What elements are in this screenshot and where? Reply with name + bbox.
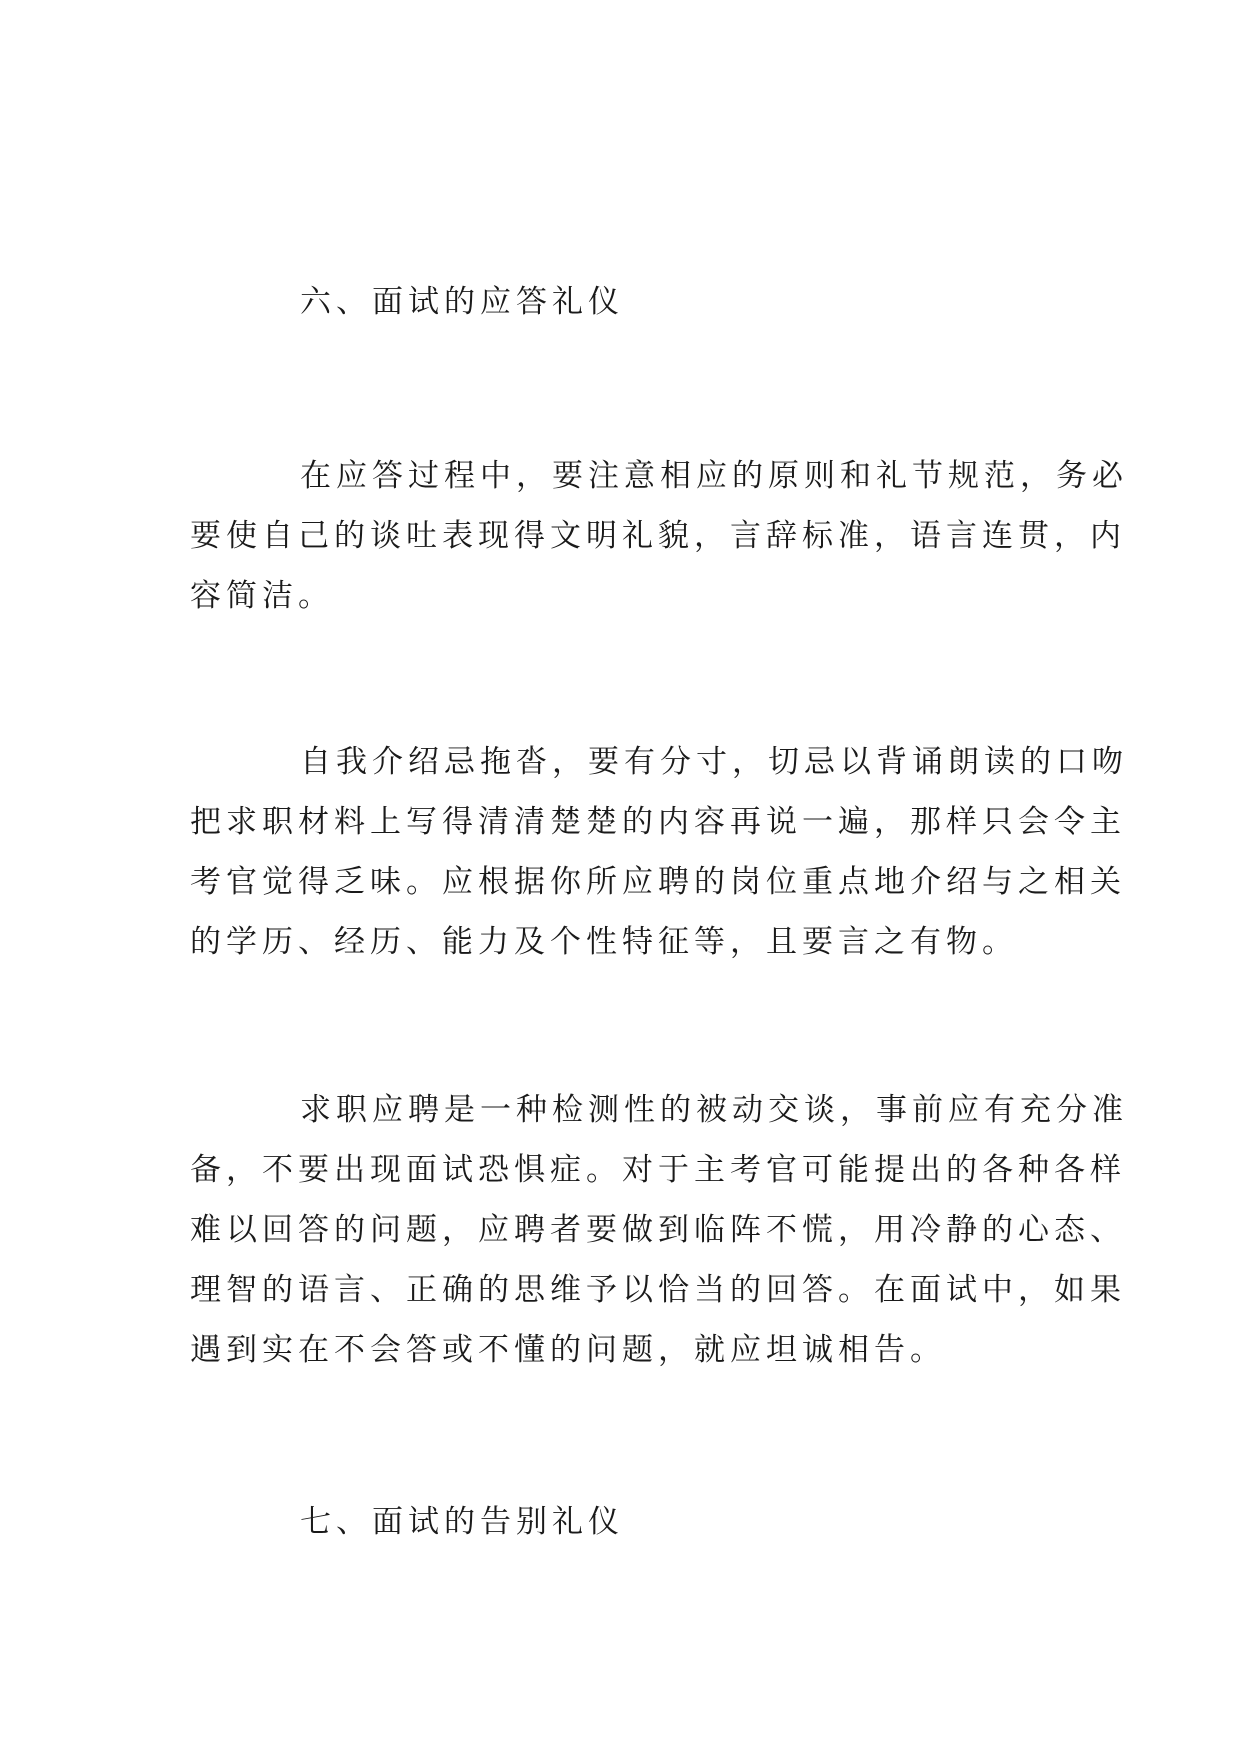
paragraph-line: 把求职材料上写得清清楚楚的内容再说一遍，那样只会令主 [190,804,1126,840]
paragraph-line: 备，不要出现面试恐惧症。对于主考官可能提出的各种各样 [190,1152,1126,1188]
paragraph-line: 理智的语言、正确的思维予以恰当的回答。在面试中，如果 [190,1272,1126,1308]
paragraph-line: 在应答过程中，要注意相应的原则和礼节规范，务必 [300,458,1128,494]
paragraph-answer-principles [190,446,1128,626]
paragraph-self-introduction [190,732,1128,972]
paragraph-line: 考官觉得乏味。应根据你所应聘的岗位重点地介绍与之相关 [190,864,1126,900]
section-heading-seven: 七、面试的告别礼仪 [300,1504,624,1540]
paragraph-line: 要使自己的谈吐表现得文明礼貌，言辞标准，语言连贯，内 [190,518,1126,554]
paragraph-interview-preparation [190,1080,1128,1380]
paragraph-line: 容简洁。 [190,578,334,614]
paragraph-line: 难以回答的问题，应聘者要做到临阵不慌，用冷静的心态、 [190,1212,1126,1248]
paragraph-line: 自我介绍忌拖沓，要有分寸，切忌以背诵朗读的口吻 [300,744,1128,780]
paragraph-line: 遇到实在不会答或不懂的问题，就应坦诚相告。 [190,1332,946,1368]
paragraph-line: 求职应聘是一种检测性的被动交谈，事前应有充分准 [300,1092,1128,1128]
section-heading-six: 六、面试的应答礼仪 [300,284,624,320]
paragraph-line: 的学历、经历、能力及个性特征等，且要言之有物。 [190,924,1018,960]
